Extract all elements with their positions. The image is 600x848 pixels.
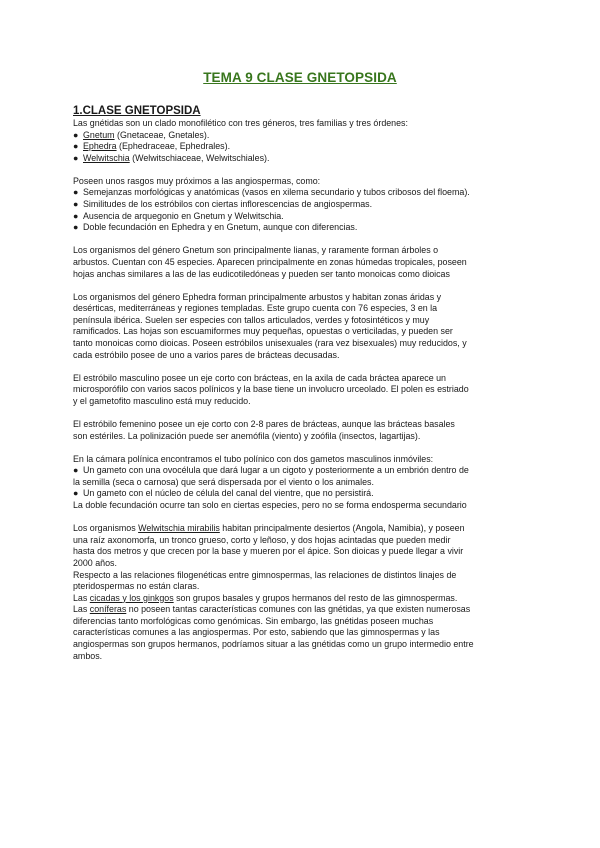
- genus-name: Gnetum: [83, 129, 115, 140]
- trait-item: [73, 199, 535, 211]
- spacer: [73, 280, 535, 292]
- spacer: [73, 164, 535, 176]
- bullet-icon: ●: [73, 141, 79, 152]
- text-line: península ibérica. Suelen ser especies con tallos articulados, verdes y fotosintéticos y muy: [73, 314, 430, 325]
- document-body: [73, 104, 535, 662]
- ephedra-paragraph: [73, 292, 535, 362]
- genus-name: Welwitschia: [83, 152, 130, 163]
- genus-name: Ephedra: [83, 141, 117, 152]
- spacer: [73, 407, 535, 419]
- text-line: Los organismos del género Gnetum son principalmente lianas, y raramente forman árboles o: [73, 245, 439, 256]
- text-line: diferencias tanto morfológicas como genómicas. Sin embargo, las gnétidas poseen muchas: [73, 615, 434, 626]
- trait-item: [73, 211, 535, 223]
- text-line: La doble fecundación ocurre tan solo en ciertas especies, pero no se forma endosperma secundario: [73, 500, 467, 511]
- text-line: una raíz axonomorfa, un tronco grueso, corto y leñoso, y dos hojas acintadas que pueden medir: [73, 534, 451, 545]
- pollen-bullet-item: [73, 488, 535, 500]
- genus-item-ephedra: [73, 141, 535, 153]
- genus-rest: (Gnetaceae, Gnetales).: [114, 129, 210, 140]
- text-line: ambos.: [73, 650, 103, 661]
- text-line: El estróbilo femenino posee un eje corto con 2-8 pares de brácteas, aunque las brácteas basales: [73, 418, 455, 429]
- text-span: no poseen tantas características comunes con las gnétidas, ya que existen numerosas: [126, 604, 471, 615]
- text-span: son grupos basales y grupos hermanos del resto de las gimnospermas.: [173, 592, 458, 603]
- spacer: [73, 512, 535, 524]
- trait-text: Semejanzas morfológicas y anatómicas (vasos en xilema secundario y tubos cribosos del floema).: [83, 187, 470, 198]
- text-line: En la cámara polínica encontramos el tubo polínico con dos gametos masculinos inmóviles:: [73, 453, 434, 464]
- text-span: Los organismos: [73, 523, 139, 534]
- traits-intro: Poseen unos rasgos muy próximos a las angiospermas, como:: [73, 175, 321, 186]
- text-span: Las: [73, 592, 90, 603]
- female-strobilus-paragraph: [73, 419, 535, 442]
- text-line: El estróbilo masculino posee un eje corto con brácteas, en la axila de cada bráctea aparece un: [73, 372, 446, 383]
- spacer: [73, 234, 535, 246]
- trait-text: Similitudes de los estróbilos con ciertas inflorescencias de angiospermas.: [83, 199, 373, 210]
- bullet-icon: ●: [73, 199, 79, 210]
- pollen-bullet-item: [73, 465, 535, 477]
- text-line: características comunes a las angiospermas. Por esto, sabiendo que las gimnospermas y las: [73, 627, 440, 638]
- text-line: [73, 523, 535, 535]
- text-span: habitan principalmente desiertos (Angola, Namibia), y poseen: [219, 523, 465, 534]
- bullet-icon: ●: [73, 152, 79, 163]
- text-line: hojas anchas similares a las de las eudicotiledóneas y pueden ser tanto monoicas como dioicas: [73, 268, 450, 279]
- spacer: [73, 442, 535, 454]
- bullet-icon: ●: [73, 210, 79, 221]
- bullet-text: Un gameto con el núcleo de célula del canal del vientre, que no persistirá.: [83, 488, 374, 499]
- text-line: son estériles. La polinización puede ser anemófila (viento) y zoófila (insectos, lagartijas).: [73, 430, 421, 441]
- genus-rest: (Welwitschiaceae, Welwitschiales).: [129, 152, 270, 163]
- trait-text: Ausencia de arquegonio en Gnetum y Welwitschia.: [83, 210, 284, 221]
- text-line: [73, 604, 535, 616]
- welwitschia-paragraph: [73, 523, 535, 662]
- text-line: la semilla (seca o carnosa) que será dispersada por el viento o los animales.: [73, 476, 374, 487]
- text-line: arbustos. Cuentan con 45 especies. Aparecen principalmente en zonas húmedas tropicales, poseen: [73, 256, 467, 267]
- genus-item-welwitschia: [73, 153, 535, 165]
- document-title: TEMA 9 CLASE GNETOPSIDA: [203, 70, 397, 85]
- text-line: cada estróbilo posee de uno a varios pares de brácteas decusadas.: [73, 349, 340, 360]
- trait-text: Doble fecundación en Ephedra y en Gnetum, aunque con diferencias.: [83, 222, 358, 233]
- text-line: Los organismos del género Ephedra forman principalmente arbustos y habitan zonas áridas y: [73, 291, 442, 302]
- text-line: hasta dos metros y que crecen por la base y mueren por el ápice. Son dioicas y puede llegar a vivir: [73, 546, 464, 557]
- traits-paragraph: [73, 176, 535, 234]
- intro-paragraph: [73, 118, 535, 164]
- bullet-icon: ●: [73, 465, 79, 476]
- trait-item: [73, 187, 535, 199]
- text-line: [73, 593, 535, 605]
- text-line: y el gametofito masculino está muy reducido.: [73, 395, 251, 406]
- species-name: Welwitschia mirabilis: [138, 523, 220, 534]
- text-line: desérticas, mediterráneas y regiones templadas. Este grupo cuenta con 76 especies, 3 en la: [73, 303, 438, 314]
- text-line: Respecto a las relaciones filogenéticas entre gimnospermas, las relaciones de distintos linajes de: [73, 569, 457, 580]
- bullet-text: Un gameto con una ovocélula que dará lugar a un cigoto y posteriormente a un embrión dentro de: [83, 465, 469, 476]
- spacer: [73, 361, 535, 373]
- text-line: microsporófilo con varios sacos polínicos y la base tiene un involucro urceolado. El polen es estriado: [73, 384, 469, 395]
- text-span: Las: [73, 604, 90, 615]
- text-line: angiospermas son grupos hermanos, podríamos situar a las gnétidas como un grupo intermedio entre: [73, 639, 474, 650]
- genus-item-gnetum: [73, 130, 535, 142]
- bullet-icon: ●: [73, 222, 79, 233]
- trait-item: [73, 222, 535, 234]
- text-line: tanto monoicas como dioicas. Poseen estróbilos unisexuales (rara vez bisexuales) muy reducidos, y: [73, 338, 467, 348]
- pollen-chamber-paragraph: [73, 454, 535, 512]
- text-line: ramificados. Las hojas son escuamiformes muy pequeñas, opuestas o verticiladas, y pueden ser: [73, 326, 453, 337]
- bullet-icon: ●: [73, 187, 79, 198]
- group-name: cicadas y los ginkgos: [89, 592, 174, 603]
- group-name: coníferas: [89, 604, 127, 615]
- male-strobilus-paragraph: [73, 373, 535, 408]
- text-line: pteridospermas no están claras.: [73, 581, 200, 592]
- text-line: 2000 años.: [73, 557, 117, 568]
- intro-line: Las gnétidas son un clado monofilético con tres géneros, tres familias y tres órdenes:: [73, 118, 408, 128]
- gnetum-paragraph: [73, 245, 535, 280]
- genus-rest: (Ephedraceae, Ephedrales).: [116, 141, 231, 152]
- bullet-icon: ●: [73, 488, 79, 499]
- bullet-icon: ●: [73, 129, 79, 140]
- section-heading: 1.CLASE GNETOPSIDA: [73, 105, 201, 117]
